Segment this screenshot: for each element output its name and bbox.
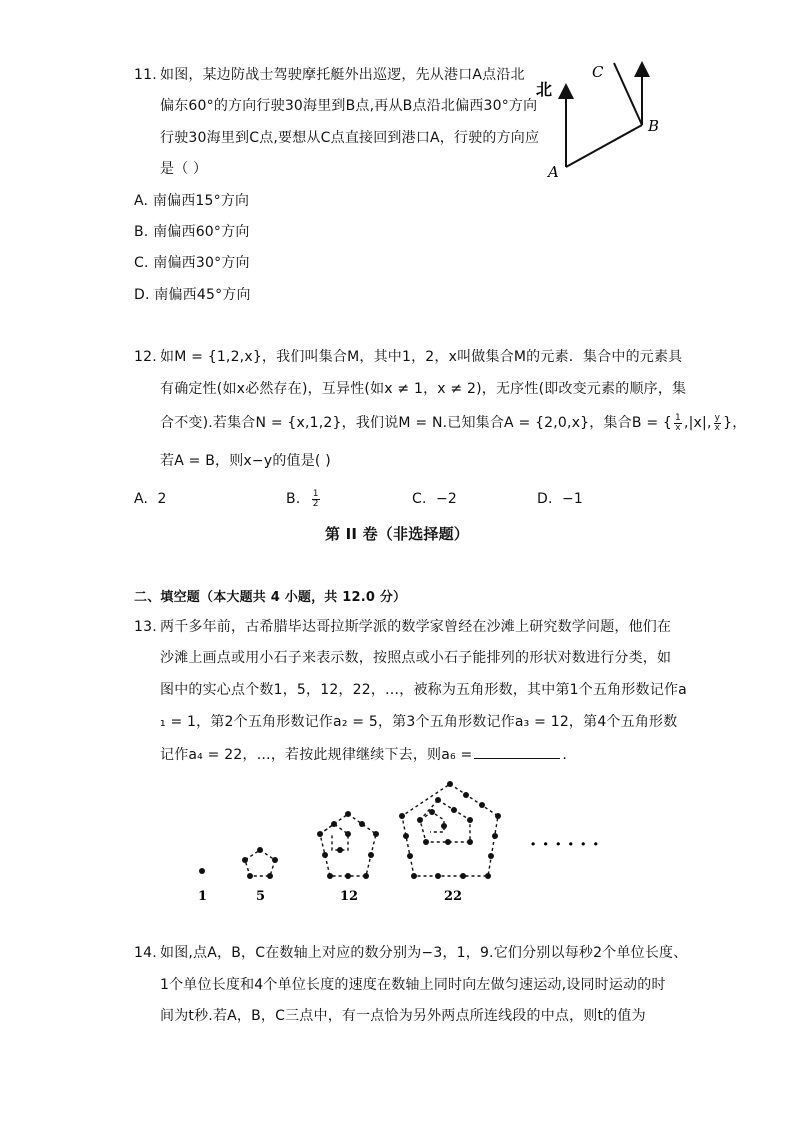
q11-text-line-4: 是（ ） (160, 161, 208, 177)
q14-text-line-2: 1个单位长度和4个单位长度的速度在数轴上同时向左做匀速运动,设同时运动的时 (160, 977, 666, 993)
figure-label-22: 22 (444, 889, 463, 904)
point-a-label: A (548, 163, 559, 181)
pentagon-1 (199, 868, 205, 874)
q11-option-d: D. 南偏西45°方向 (134, 287, 251, 303)
path-b-to-c (614, 63, 642, 125)
q14-text-line-1: 如图,点A，B，C在数轴上对应的数分别为−3，1，9.它们分别以每秒2个单位长度、 (160, 945, 688, 961)
point-c-label: C (592, 63, 604, 81)
q12-fraction-y-over-x: $\frac{y}{x}$ (714, 412, 721, 433)
q12-text-line-1: 如M = {1,2,x}，我们叫集合M，其中1，2，x叫做集合M的元素．集合中的元素具 (160, 349, 683, 365)
q12-option-b-fraction: $\frac{1}{2}$ (312, 488, 319, 509)
q12-text-line-4: 若A = B，则x−y的值是( ) (160, 453, 331, 469)
north-label: 北 (536, 80, 553, 99)
q12-option-a: A. 2 (134, 491, 167, 507)
section2-heading: 二、填空题（本大题共 4 小题，共 12.0 分） (134, 590, 407, 605)
pentagon-5 (242, 847, 278, 879)
q13-text-line-2: 沙滩上画点或用小石子来表示数，按照点或小石子能排列的形状对数进行分类，如 (160, 650, 672, 666)
q13-text-line-5: 记作a₄ = 22，…，若按此规律继续下去，则a₆ = . (160, 744, 567, 765)
q11-option-a: A. 南偏西15°方向 (134, 193, 250, 209)
q14-number: 14. (134, 945, 157, 961)
part2-title: 第 II 卷（非选择题） (324, 525, 469, 543)
answer-blank[interactable] (474, 744, 560, 759)
q12-text-line-2: 有确定性(如x必然存在)，互异性(如x ≠ 1，x ≠ 2)，无序性(即改变元素的顺序，集 (160, 381, 687, 397)
figure-label-5: 5 (256, 889, 266, 904)
q11-text-line-3: 行驶30海里到C点,要想从C点直接回到港口A，行驶的方向应 (160, 130, 540, 146)
q13-number: 13. (134, 619, 157, 635)
q11-text-line-2: 偏东60°的方向行驶30海里到B点,再从B点沿北偏西30°方向 (160, 98, 538, 114)
figure-ellipsis: · · · · · · (530, 834, 599, 855)
q12-option-d: D. −1 (537, 491, 583, 507)
q11-direction-figure (530, 55, 670, 185)
q12-number: 12. (134, 349, 157, 365)
q12-option-c: C. −2 (412, 491, 457, 507)
q11-number: 11. (134, 67, 157, 83)
figure-label-12: 12 (340, 889, 359, 904)
q11-option-c: C. 南偏西30°方向 (134, 255, 250, 271)
pentagon-22 (399, 781, 501, 879)
q13-text-line-4: ₁ = 1，第2个五角形数记作a₂ = 5，第3个五角形数记作a₃ = 12，第4个五角形数 (160, 714, 678, 730)
q11-option-b: B. 南偏西60°方向 (134, 224, 250, 240)
path-a-to-b (566, 125, 642, 167)
q12-line3-part-b: ,|x|, (683, 415, 712, 431)
q12-line3-part-c: }， (723, 415, 747, 431)
q11-text-line-1: 如图，某边防战士驾驶摩托艇外出巡逻，先从港口A点沿北 (160, 67, 525, 83)
q12-line3-part-a: 合不变).若集合N = {x,1,2}，我们说M = N.已知集合A = {2,0,x}，集合B = { (160, 415, 673, 431)
q12-fraction-1-over-x: $\frac{1}{x}$ (675, 412, 681, 433)
q13-text-line-3: 图中的实心点个数1，5，12，22，…，被称为五角形数，其中第1个五角形数记作a (160, 682, 687, 698)
q12-text-line-3 (160, 413, 746, 433)
figure-label-1: 1 (198, 889, 208, 904)
point-b-label: B (648, 117, 660, 135)
q14-text-line-3: 间为t秒.若A，B，C三点中，有一点恰为另外两点所连线段的中点，则t的值为 (160, 1008, 646, 1024)
q12-option-b: B. $\frac{1}{2}$ (286, 488, 319, 509)
pentagon-12 (317, 811, 379, 879)
q13-text-line-1: 两千多年前，古希腊毕达哥拉斯学派的数学家曾经在沙滩上研究数学问题，他们在 (160, 619, 672, 635)
pentagonal-numbers-figure (180, 778, 620, 906)
